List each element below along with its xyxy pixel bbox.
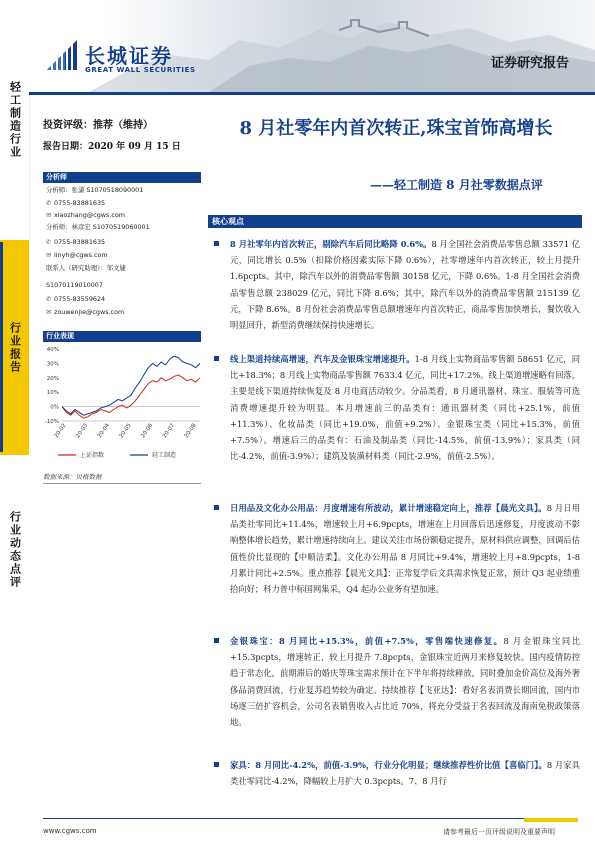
contact-phone: ✆ 0755-83559624: [46, 295, 106, 303]
phone-icon: ✆: [46, 238, 52, 246]
analyst-box-header: 分析师: [43, 172, 201, 183]
footer-accent: [524, 818, 578, 822]
y-tick-label: -10%: [44, 419, 59, 425]
x-tick-label: 20-06: [140, 422, 155, 440]
mail-icon: ✉: [46, 308, 52, 316]
chart-source: 数据来源：贝格数据: [43, 473, 102, 481]
analyst-phone: ✆ 0755-83881635: [46, 238, 106, 246]
x-tick-label: 20-02: [53, 422, 68, 440]
x-tick-label: 20-05: [118, 422, 133, 440]
bullet-square-icon: [214, 356, 219, 361]
company-name-en: GREAT WALL SECURITIES: [85, 66, 196, 74]
report-type: 证券研究报告: [490, 56, 569, 71]
bullet-square-icon: [214, 638, 219, 643]
company-name: 长城证券: [85, 44, 173, 68]
core-view-header: 核心观点: [208, 215, 582, 228]
y-tick-label: 30%: [46, 361, 59, 368]
footer-url[interactable]: www.cgws.com: [43, 827, 97, 835]
report-subtitle: ——轻工制造 8 月社零数据点评: [370, 178, 543, 192]
report-subkind-label: 行业动态点评: [0, 455, 29, 645]
legend-label: 上证指数: [80, 452, 105, 459]
footer-disclaimer: 请参考最后一页评级说明及重要声明: [443, 828, 555, 836]
company-logo-icon: [45, 38, 79, 72]
contact-license: S1070119010007: [46, 281, 103, 289]
x-tick-label: 20-03: [75, 422, 90, 440]
bullet-square-icon: [214, 762, 219, 767]
core-paragraph: 金银珠宝：8 月同比+15.3%，前值+7.5%，零售端快速修复。8 月金银珠宝同比+15.3pcpts，增速转正，较上月提升 7.8pcpts，金银珠宝近两月来修复较快。国内疫情防控趋于常态化，前期滞后的婚庆等珠宝需求预计在下半年将持续释放，同时叠加金价高位及海外奢侈品消费回流，行业复苏趋势较为确定。持续推荐【飞亚达】：看好名表消费长期回流，国内市场逐三倍扩容机会，公司名表销售收入占比近 70%，将充分受益于名表回流及海南免税政策落地。: [214, 633, 580, 730]
analyst-line: 分析师：张潇 S1070518090001: [46, 186, 144, 194]
chart-header: 行业表现: [43, 331, 201, 342]
mail-icon: ✉: [46, 251, 52, 259]
report-kind-label: 行业报告: [0, 240, 29, 455]
footer-rule: [43, 818, 578, 819]
y-tick-label: 20%: [46, 375, 59, 382]
y-tick-label: 10%: [46, 390, 59, 397]
mail-icon: ✉: [46, 211, 52, 219]
report-date: 报告日期：2020 年 09 月 15 日: [43, 142, 181, 152]
bullet-square-icon: [214, 505, 219, 510]
x-tick-label: 20-04: [96, 422, 111, 440]
strip-accent: [0, 242, 3, 452]
core-paragraph: 线上渠道持续高增速，汽车及金银珠宝增速提升。1-8 月线上实物商品零售额 58651 亿元，同比+18.3%；8 月线上实物商品零售额 7633.4 亿元，同比+17.2%。线上渠道增速略有回落，主要是线下渠道持续恢复及 8 月电商活动较少。分品类看，8 月通讯器材、珠宝、服装等可选消费增速提升较为明显。本月增速前三的品类有：通讯器材类（同比+25.1%，前值+11.3%）、化妆品类（同比+19.0%，前值+9.2%）、金银珠宝类（同比+15.3%，前值+7.5%）。增速后三的品类有：石油及制品类（同比-14.5%，前值-13.9%）；家具类（同比-4.2%，前值-3.9%）；建筑及装潢材料类（同比-2.9%，前值-2.5%）。: [214, 351, 580, 464]
phone-icon: ✆: [46, 199, 52, 207]
analyst-email[interactable]: ✉ xiaozhang@cgws.com: [46, 211, 126, 219]
x-tick-label: 20-08: [183, 422, 198, 440]
analyst-phone: ✆ 0755-83881635: [46, 199, 106, 207]
analyst-line: 分析师：林彦宏 S1070519060001: [46, 223, 150, 231]
contact-line: 联系人（研究助理）：邹文婕: [46, 264, 126, 272]
y-tick-label: 40%: [46, 347, 59, 353]
core-paragraph: 日用品及文化办公用品：月度增速有所波动，累计增速稳定向上，推荐【晨光文具】。8 月日用品类社零同比+11.4%，增速较上月+6.9pcpts，增速在上月回落后迅速修复，月度波动不影响整体增长趋势，累计增速持续向上。建议关注市场份额稳定提升，原材料供应调整，回调后估值性价比显现的【中顺洁柔】。文化办公用品 8 月同比+9.4%，增速较上月+8.9pcpts，1-8 月累计同比+2.5%。重点推荐【晨光文具】：正常复学后文具需求恢复正常，预计 Q3 起业绩重拾向好；科力普中标国网集采，Q4 起办公业务有望加速。: [214, 500, 580, 597]
analyst-email[interactable]: ✉ linyh@cgws.com: [46, 251, 108, 259]
page-header: [29, 0, 595, 95]
industry-performance-chart: [40, 343, 205, 465]
core-paragraph: 家具：8 月同比-4.2%，前值-3.9%，行业分化明显；继续推荐性价比值【喜临门】。8 月家具类社零同比-4.2%，降幅较上月扩大 0.3pcpts。7、8 月行: [214, 757, 580, 789]
y-tick-label: 0%: [50, 404, 59, 411]
core-paragraph: 8 月社零年内首次转正，剔除汽车后同比略降 0.6%。8 月全国社会消费品零售总额 33571 亿元，同比增长 0.5%（扣除价格因素实际下降 0.6%），社零增速年内首次转正，较上月提升 1.6pcpts。其中，除汽车以外的消费品零售额 30158 亿元，下降 0.6%。1-8 月全国社会消费品零售总额 238029 亿元，同比下降 8.6%；其中，除汽车以外的消费品零售额 215139 亿元，下降 8.6%。8 月份社会消费品零售总额增速年内首次转正，商品零售加快增长，餐饮收入明显回升，新型消费继续保持快速增长。: [214, 236, 580, 333]
series-line: [62, 375, 200, 418]
chart-rule: [43, 483, 201, 484]
x-tick-label: 20-07: [161, 422, 176, 440]
header-rule: [29, 92, 595, 95]
bullet-square-icon: [214, 241, 219, 246]
contact-email[interactable]: ✉ zouwenjie@cgws.com: [46, 308, 125, 316]
report-title: 8 月社零年内首次转正,珠宝首饰高增长: [239, 118, 553, 139]
investment-rating: 投资评级：推荐（维持）: [43, 120, 153, 131]
side-strip: [0, 0, 29, 841]
legend-label: 轻工制造: [152, 452, 177, 459]
industry-label: 轻工制造行业: [0, 0, 30, 240]
phone-icon: ✆: [46, 295, 52, 303]
